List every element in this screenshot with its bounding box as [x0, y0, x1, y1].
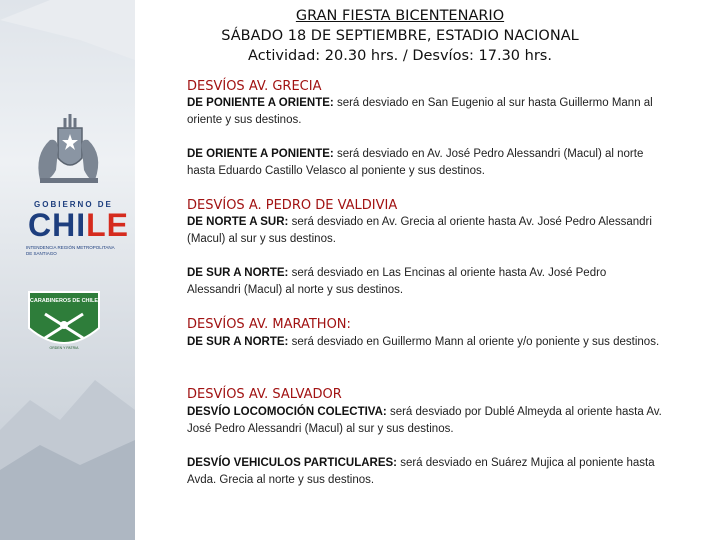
chile-logo-blue: CHI: [28, 207, 87, 243]
detour-text: será desviado en Av. José Pedro Alessandri (Macul) al norte hasta Eduardo Castillo Velasco al poniente y sus destinos.: [187, 148, 644, 177]
detour-label: DE ORIENTE A PONIENTE:: [187, 148, 334, 160]
mountain-background: [0, 0, 135, 540]
detour-label: DE SUR A NORTE:: [187, 336, 289, 348]
document-header: [180, 6, 620, 66]
chile-logo-red: LE: [86, 207, 129, 243]
detour-text: será desviado en Las Encinas al oriente hasta Av. José Pedro Alessandri (Macul) al norte y sus destinos.: [187, 267, 607, 296]
detour-paragraph: [187, 334, 662, 351]
detour-text: será desviado en Av. Grecia al oriente hasta Av. José Pedro Alessandri (Macul) al sur y sus destinos.: [187, 216, 652, 245]
carabineros-label: CARABINEROS DE CHILE: [29, 298, 99, 304]
detour-label: DE NORTE A SUR:: [187, 216, 289, 228]
coat-of-arms-icon: [20, 110, 115, 195]
section-title-salvador: DESVÍOS AV. SALVADOR: [187, 387, 342, 402]
detour-paragraph: [187, 265, 662, 299]
event-subtitle: SÁBADO 18 DE SEPTIEMBRE, ESTADIO NACIONAL: [221, 28, 579, 44]
chile-logo: [28, 209, 129, 241]
detour-label: DESVÍO LOCOMOCIÓN COLECTIVA:: [187, 406, 387, 418]
detour-text: será desviado por Dublé Almeyda al oriente hasta Av. José Pedro Alessandri (Macul) al sur y sus destinos.: [187, 406, 662, 435]
logo-sidebar: [0, 0, 135, 540]
detour-text: será desviado en San Eugenio al sur hasta Guillermo Mann al oriente y sus destinos.: [187, 97, 653, 126]
detour-paragraph: [187, 146, 662, 180]
detour-text: será desviado en Guillermo Mann al oriente y/o poniente y sus destinos.: [288, 336, 660, 348]
carabineros-motto: ORDEN Y PATRIA: [49, 346, 79, 350]
event-title: GRAN FIESTA BICENTENARIO: [295, 8, 505, 24]
detour-label: DE SUR A NORTE:: [187, 267, 289, 279]
event-times: Actividad: 20.30 hrs. / Desvíos: 17.30 hrs.: [248, 48, 552, 64]
detour-label: DE PONIENTE A ORIENTE:: [187, 97, 334, 109]
section-title-marathon: DESVÍOS AV. MARATHON:: [187, 317, 351, 332]
detour-paragraph: [187, 214, 662, 248]
detour-paragraph: [187, 455, 662, 489]
section-title-pedro-de-valdivia: DESVÍOS A. PEDRO DE VALDIVIA: [187, 198, 398, 213]
detour-paragraph: [187, 404, 662, 438]
detour-text: será desviado en Suárez Mujica al poniente hasta Avda. Grecia al norte y sus destinos.: [187, 457, 655, 486]
detour-paragraph: [187, 95, 662, 129]
detour-label: DESVÍO VEHICULOS PARTICULARES:: [187, 457, 397, 469]
gobierno-label: GOBIERNO DE: [34, 200, 113, 209]
section-title-grecia: DESVÍOS AV. GRECIA: [187, 79, 322, 94]
intendencia-label: INTENDENCIA REGIÓN METROPOLITANA DE SANTIAGO: [26, 245, 115, 256]
